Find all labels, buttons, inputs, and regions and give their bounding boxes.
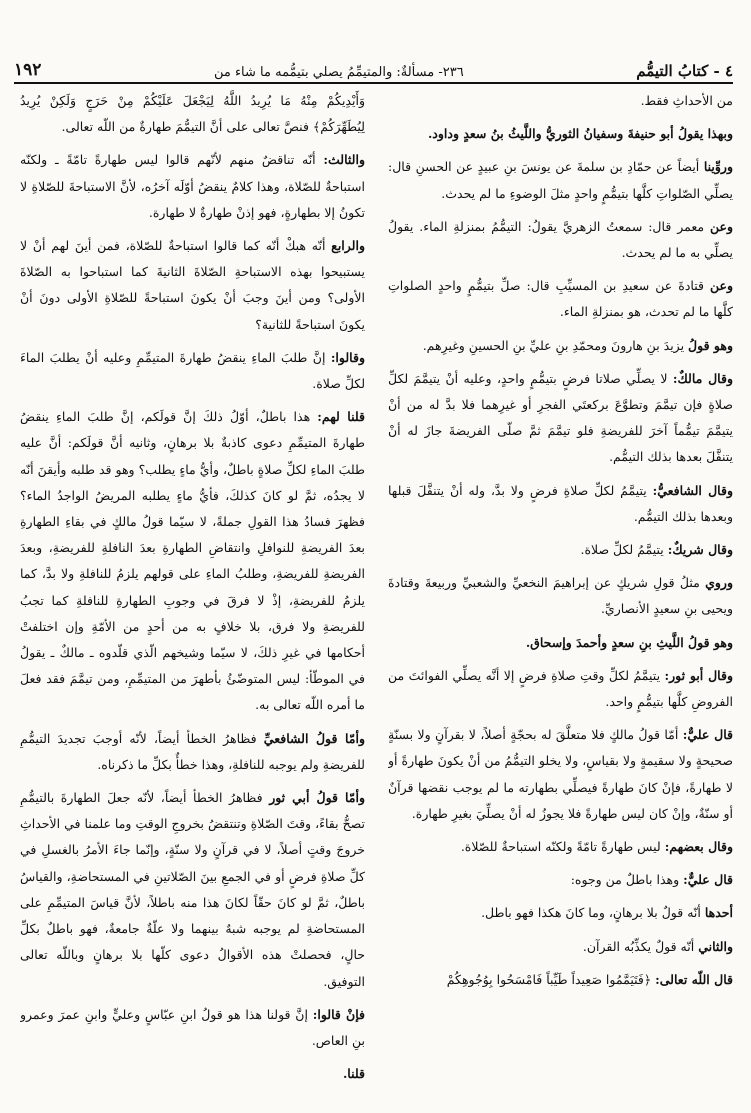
paragraph [388, 333, 733, 359]
paragraph-lead: وأمّا قولُ الشافعيِّ [263, 730, 365, 746]
paragraph [20, 1002, 365, 1054]
paragraph [388, 154, 733, 206]
paragraph-lead: وعن [709, 218, 733, 234]
paragraph-text: أيضاً عن حمّادِ بن سلمةَ عن يونسَ بنِ عبيدٍ عن الحسنِ قال: يصلِّي الصّلواتِ كلَّها بتيمُّمٍ واحدٍ مثلَ الوضوءِ ما لم يحدث. [388, 159, 733, 201]
paragraph-lead: وهو قولُ [688, 337, 733, 353]
paragraph-text: فظاهرُ الخطأ أيضاً، لأنّه جعلَ الطهارةَ بالتيمُّمِ تصحُّ بقاءً، وقتَ الصّلاةِ وتنتقضُ بخروجِ الوقتِ وما علمنا في الأحداثِ خروجَ وقتٍ أصلاً، لا في قرآنٍ ولا سنّةٍ، وإنّما جاءَ الأمرُ بالغسلِ في كلِّ صلاةِ فرضٍ أو في الجمعِ بينَ الصّلاتينِ في المستحاضةِ، والقياسُ باطلٌ، ثمَّ لو كانَ حقّاً لكانَ هذا منه باطلاً، لأنَّ قياسَ المتيمِّمِ على المستحاضةِ لم يوجبه شبهٌ بينهما ولا علّةٌ جامعةٌ، فهو باطلٌ بكلِّ حالٍ، فحصلتْ هذه الأقوالُ دعوى كلّها بلا برهانٍ وباللّه تعالى التوفيق. [20, 790, 365, 989]
paragraph-text: أنّه تناقضٌ منهم لأنّهم قالوا ليس طهارةً تامّةً ـ ولكنّه استباحةٌ للصّلاة، وهذا كلامٌ ينقضُ أوّلَه آخرُه، لأنَّ الاستباحةَ للصّلاةِ لا تكونُ إلا بطهارةٍ، فهو إذنْ طهارةٌ لا طهارة. [20, 152, 365, 220]
paragraph-text: يتيمَّمُ لكلِّ وقتِ صلاةِ فرضٍ إلا أنَّه يصلِّي الفوائتَ من الفروضِ كلَّها بتيمُّمٍ واحد. [388, 667, 733, 710]
paragraph-lead: قال عليٌّ: [683, 872, 733, 888]
paragraph-text: معمر قال: سمعتُ الزهريَّ يقولُ: التيمُّمُ بمنزلةِ الماء. يقولُ يصلِّي به ما لم يحدث. [388, 218, 733, 261]
paragraph-lead: وقال شريكٌ: [667, 542, 733, 558]
paragraph-text: إنَّ طلبَ الماءِ ينقضُ طهارةَ المتيمِّمِ وعليه أنْ يطلبَ الماءَ لكلِّ صلاة. [20, 349, 365, 392]
paragraph-text: يتيمَّمُ لكلِّ صلاة. [580, 542, 668, 558]
text-columns [20, 88, 733, 1098]
paragraph [388, 214, 733, 266]
paragraph [20, 233, 365, 338]
paragraph-text: أمّا قولُ مالكٍ فلا متعلَّقَ له بحجّةٍ أصلاً، لا بقرآنٍ ولا بسنّةٍ صحيحةٍ ولا سقيمةٍ ولا بقياسٍ، ولا يخلو التيمُّمُ من أنْ يكونَ طهارةً أو لا طهارةً، فإنْ كانَ طهارةً فيصلِّي بطهارته ما لم يوجب نقضها قرآنٌ أو سنّةٌ، وإنْ كان ليس طهارةً فلا يجوزُ له أنْ يصلِّيَ بغيرِ طهارة. [388, 727, 733, 821]
paragraph-text: أنّه هبكْ أنّه كما قالوا استباحةٌ للصّلاة، فمن أينَ لهم أنْ لا يستبيحوا بهذه الاستباحةِ الصّلاةَ الثانيةَ كما استباحوا به الصّلاةَ الأولى؟ ومن أينَ وجبَ أنْ يكونَ استباحةً للصّلاةِ الأولى دونَ أنْ يكونَ استباحةً للثانية؟ [20, 238, 365, 332]
paragraph-text: إنَّ قولنا هذا هو قولُ ابنِ عبّاسٍ وعليٍّ وابنِ عمرَ وعمرو بنِ العاص. [20, 1006, 365, 1048]
paragraph-lead: قلنا. [342, 1066, 365, 1082]
paragraph-text: قتادةَ عن سعيدِ بن المسيِّبِ قال: صلِّ بتيمُّمٍ واحدٍ الصلواتِ كلَّها ما لم تحدث، هو بمنزلةِ الماء. [388, 278, 733, 320]
paragraph-lead: وروِّينا [703, 159, 733, 175]
paragraph [388, 630, 733, 656]
paragraph-lead: والرابع [331, 238, 365, 254]
paragraph [388, 273, 733, 325]
paragraph-lead: وهو قولُ اللَّيثِ بنِ سعدٍ وأحمدَ وإسحاق. [525, 634, 733, 650]
paragraph [388, 366, 733, 471]
paragraph-lead: وقال الشافعيُّ: [652, 482, 733, 498]
issue-title: ٢٣٦- مسألةٌ: والمتيمِّمُ يصلي بتيمُّمه ما شاء من [213, 65, 464, 80]
left-column [20, 88, 365, 1098]
page-header [14, 50, 733, 80]
paragraph-text: لا يصلِّي صلاتا فرضٍ بتيمُّمٍ واحدٍ، وعليه أنْ يتيمَّمَ لكلِّ صلاةٍ فإن تيمَّمَ وتطوَّعَ بركعتَي الفجرِ أو غيرِهما فلا بدَّ له من أنْ يتيمَّمَ تيمُّماً آخرَ للفريضةِ فلو تيمَّمَ ثمَّ صلّى الفريضةَ جازَ له أنْ يتنفَّلَ بعدها بذلك التيمُّم. [388, 370, 733, 465]
paragraph-text: فظاهرُ الخطأ أيضاً، لأنّه أوجبَ تجديدَ التيمُّمِ للفريضةِ ولم يوجبه للنافلةِ، وهذا خطأٌ بكلِّ ما ذكرناه. [20, 730, 365, 772]
paragraph [20, 1061, 365, 1087]
paragraph-text: مثلُ قولِ شريكٍ عن إبراهيمَ النخعيِّ والشعبيِّ وربيعةَ وقتادةَ ويحيى بنِ سعيدٍ الأنصاريِّ. [388, 575, 733, 617]
paragraph [20, 345, 365, 397]
paragraph [388, 867, 733, 893]
paragraph [388, 934, 733, 960]
paragraph-lead: والثاني [698, 938, 733, 954]
paragraph-text: أنّه قولٌ بلا برهانٍ، وما كانَ هكذا فهو باطل. [481, 905, 705, 921]
paragraph-text: أنّه قولٌ يكذِّبُه القرآن. [582, 938, 699, 954]
paragraph [388, 967, 733, 993]
paragraph [388, 834, 733, 860]
paragraph-text: وهذا باطلٌ من وجوه: [570, 872, 684, 888]
paragraph-text: هذا باطلٌ، أوّلُ ذلكَ إنَّ قولَكم، إنَّ طلبَ الماءِ ينقضُ طهارةَ المتيمِّمِ دعوى كاذبةٌ بلا برهانٍ، وثانيه أنَّ قولَكم: أنَّ عليه طلبَ الماءِ لكلِّ صلاةٍ باطلٌ، وأيُّ ماءٍ يطلب؟ وهو قد طلبه وأيقنَ أنّه لا يجدُه، ثمَّ لو كانَ كذلكَ، فأيُّ ماءٍ يطلبه المريضُ الواجدُ الماء؟ فظهرَ فسادُ هذا القولِ جملةً، لا سيّما قولُ مالكٍ في بقاءِ الطهارةِ بعدَ الفريضةِ للنوافلِ وانتقاضِ الطهارةِ بعدَ النافلةِ للفريضةِ، وبعدَ الفريضةِ للفريضةِ، وطلبُ الماءِ على قولهم يلزمُ للنافلةِ ولا بدَّ، كما يلزمُ للفريضةِ، إذْ لا فرقَ في وجوبِ الطهارةِ للنافلةِ كما تجبُ للفريضةِ ولا فرق، بلا خلافٍ به من أحدٍ من الأمّةِ وإن اختلفتْ أحكامها في غيرِ ذلكَ، لا سيّما وشيخهم الّذي قلّدوه ـ مالكٌ ـ يقولُ في الموطّأ: ليس المتوضّئُ بأطهرَ من المتيمِّمِ، ومن تيمَّمَ فقد فعلَ ما أمره اللّه تعالى به. [20, 409, 365, 713]
paragraph [388, 121, 733, 147]
paragraph-lead: قلنا لهم: [317, 409, 365, 425]
paragraph [388, 478, 733, 530]
paragraph [20, 147, 365, 226]
chapter-title: ٤ - كتابُ التيمُّم [636, 62, 733, 80]
header-rule [14, 82, 733, 84]
paragraph [388, 722, 733, 827]
paragraph-lead: وعن [709, 278, 733, 294]
paragraph [388, 88, 733, 114]
paragraph-text: ﴿فَتَيَمَّمُوا صَعِيداً طَيِّباً فَامْسَحُوا بِوُجُوهِكُمْ [446, 971, 656, 987]
page-number: ١٩٢ [14, 60, 42, 80]
paragraph [20, 88, 365, 140]
paragraph-lead: وبهذا يقولُ أبو حنيفةَ وسفيانُ الثوريُّ واللَّيثُ بنُ سعدٍ وداود. [427, 126, 733, 142]
paragraph [388, 663, 733, 715]
paragraph [20, 726, 365, 778]
paragraph-lead: وقال مالكٌ: [672, 370, 733, 386]
paragraph [388, 537, 733, 563]
paragraph-lead: أحدها [704, 905, 733, 921]
paragraph-text: يتيمَّمُ لكلِّ صلاةِ فرضٍ ولا بدَّ، وله أنْ يتنفَّلَ قبلها وبعدها بذلك التيمُّم. [388, 482, 733, 524]
paragraph-lead: قال عليٌّ: [682, 727, 733, 743]
paragraph-lead: قال اللّه تعالى: [655, 971, 733, 987]
paragraph-lead: وقال أبو ثور: [664, 667, 733, 683]
paragraph-lead: وقال بعضهم: [664, 839, 733, 855]
paragraph-lead: وروي [705, 575, 733, 591]
paragraph-text: من الأحداثِ فقط. [640, 93, 733, 108]
paragraph-lead: وقالوا: [330, 349, 365, 365]
paragraph-text: وَأَيْدِيكُمْ مِنْهُ مَا يُرِيدُ اللَّهُ لِيَجْعَلَ عَلَيْكُمْ مِنْ حَرَجٍ وَلَكِنْ يُرِيدُ لِيُطَهِّرَكُمْ﴾ فنصَّ تعالى على أنَّ التيمُّمَ طهارةٌ من اللّه تعالى. [20, 93, 365, 135]
paragraph-lead: والثالث: [323, 152, 365, 168]
paragraph [20, 404, 365, 718]
paragraph-lead: وأمّا قولُ أبي ثور [269, 790, 365, 806]
paragraph [20, 785, 365, 995]
paragraph [388, 900, 733, 926]
paragraph-text: ليس طهارةً تامّةً ولكنّه استباحةٌ للصّلاة. [460, 839, 665, 855]
paragraph [388, 570, 733, 622]
right-column [388, 88, 733, 1098]
paragraph-lead: فإنْ قالوا: [312, 1006, 365, 1022]
paragraph-text: يزيدَ بنِ هارونَ ومحمّدِ بنِ عليِّ بنِ الحسينِ وغيرِهم. [422, 337, 689, 353]
